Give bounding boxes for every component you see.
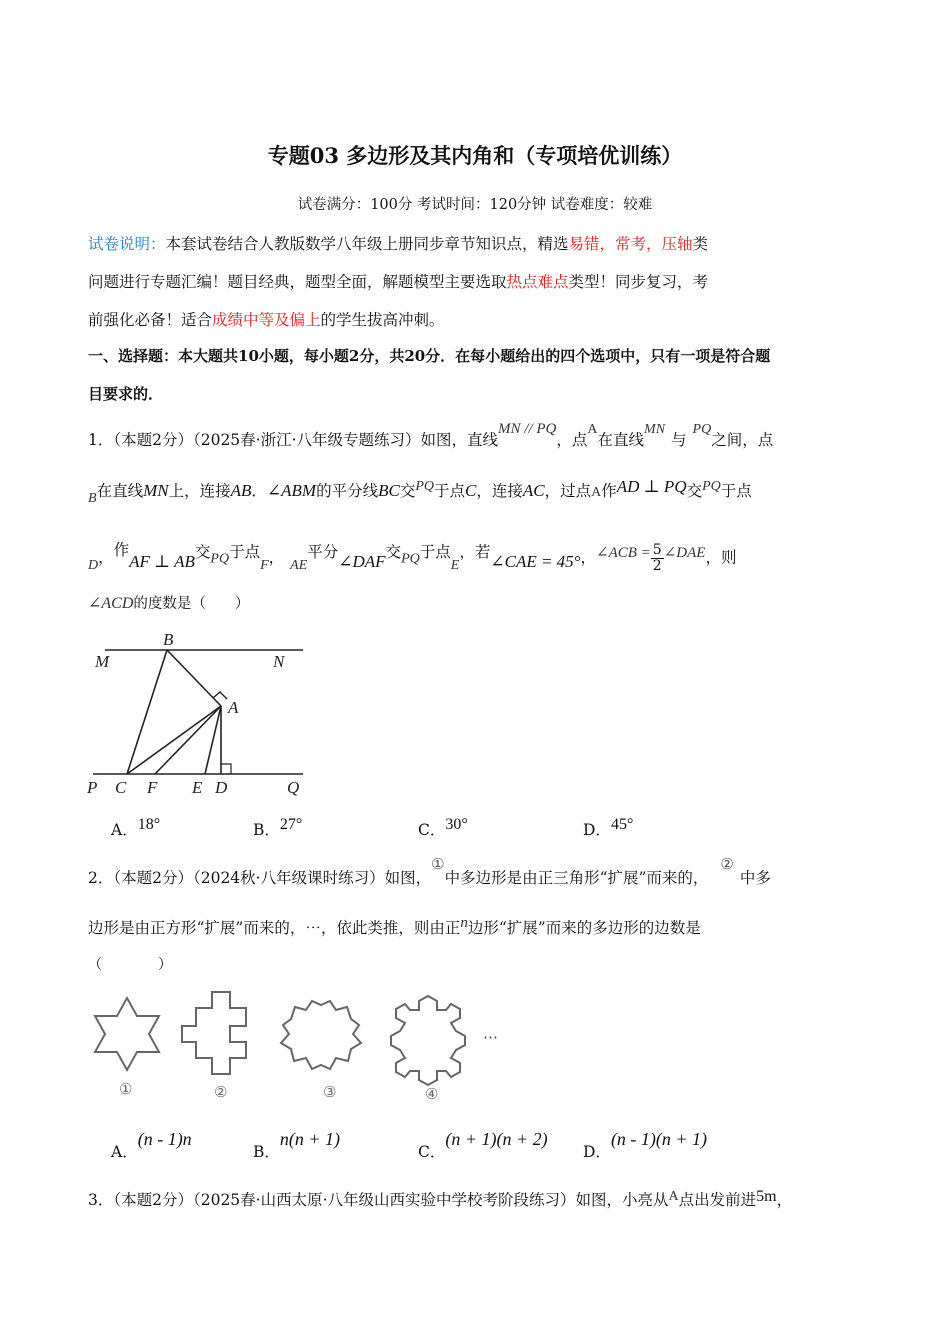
q1-text: 上，连接 (168, 482, 231, 500)
q1-math-ab: AB (230, 481, 252, 500)
q1-text: 之间，点 (711, 431, 774, 449)
q1-math-ac: AC (522, 481, 545, 500)
q1-math-mn: MN (143, 481, 169, 500)
q2-option-b[interactable] (253, 1129, 341, 1162)
option-label: B． (253, 1143, 280, 1161)
q1-text: 平分 (307, 542, 339, 561)
option-value: 45° (610, 816, 634, 833)
q1-option-b[interactable] (253, 818, 302, 840)
option-value: 18° (137, 816, 161, 833)
q3-text: ， (776, 1191, 793, 1209)
q1-text: ，则 (705, 548, 737, 567)
label-f: F (147, 778, 158, 797)
q1-text: ，若 (459, 542, 491, 561)
q1-line-4 (88, 592, 249, 613)
q1-math-pq: PQ (702, 479, 721, 494)
option-label: A． (111, 1143, 138, 1161)
q1-text: 于点 (434, 482, 466, 500)
q1-line-2 (88, 477, 752, 506)
q1-fraction-num: 5 (652, 542, 662, 558)
q1-fraction-den: 2 (652, 558, 662, 574)
q1-math-mnpq: MN // PQ (498, 421, 557, 437)
q1-option-c[interactable] (418, 818, 468, 840)
option-label: B． (253, 821, 280, 839)
section-heading-line-1: 一、选择题：本大题共10小题，每小题2分，共20分．在每小题给出的四个选项中，只有一项是符合题 (88, 347, 771, 365)
intro-text-1: 本套试卷结合人教版数学八年级上册同步章节知识点，精选 (165, 235, 569, 253)
option-value: (n - 1)n (137, 1129, 192, 1149)
q1-option-d[interactable] (583, 818, 633, 840)
label-p: P (87, 778, 98, 797)
intro-text-3: 问题进行专题汇编！题目经典，题型全面，解题模型主要选取 (88, 273, 507, 291)
label-a: A (228, 698, 239, 717)
q2-circle-1: ① (431, 855, 445, 873)
q1-math-c: C (465, 481, 477, 500)
right-angle-mark-d (221, 764, 231, 774)
q2-line-2 (88, 916, 701, 938)
q1-text: 与 (671, 431, 687, 449)
label-n: N (273, 652, 285, 671)
figure-label-3: ③ (323, 1085, 337, 1101)
q1-math-bc: BC (378, 481, 400, 500)
intro-highlight-1: 易错，常考，压轴 (568, 235, 693, 253)
exam-meta: 试卷满分：100分 考试时间：120分钟 试卷难度：较难 (297, 197, 653, 213)
q1-math-mn: MN (644, 422, 666, 437)
intro-line-3 (88, 308, 445, 330)
q1-math-daf: ∠DAF (338, 551, 386, 571)
q1-line-1 (88, 421, 774, 450)
q1-math-d: D (88, 557, 99, 573)
option-label: C． (418, 821, 446, 839)
intro-highlight-3: 成绩中等及偏上 (212, 311, 321, 329)
q2-line-1 (88, 855, 771, 888)
q1-text: 的度数是（ ） (133, 596, 250, 612)
q1-text: 1．（本题2分）（2025春·浙江·八年级专题练习）如图，直线 (88, 431, 499, 449)
q1-math-pq: PQ (210, 551, 230, 567)
q2-text: 中多 (739, 869, 771, 887)
figure-label-2: ② (214, 1085, 228, 1101)
figure-ellipsis: ⋯ (483, 1030, 498, 1046)
q1-text: 交 (399, 482, 416, 500)
intro-text-2: 类 (692, 235, 709, 253)
q1-text: 交 (686, 482, 703, 500)
square-extension-polygon (182, 992, 246, 1074)
q3-math-distance: 5m (756, 1188, 777, 1205)
q2-text: 中多边形是由正三角形“扩展”而来的， (444, 869, 709, 887)
option-value: 27° (279, 816, 303, 833)
label-e: E (192, 778, 203, 797)
label-c: C (115, 778, 127, 797)
q1-text: ， (580, 548, 596, 567)
option-label: A． (111, 821, 138, 839)
intro-label: 试卷说明： (88, 235, 166, 253)
option-value: 30° (445, 816, 468, 833)
figure-label-4: ④ (425, 1087, 439, 1103)
q1-text: 在直线 (96, 482, 144, 500)
q1-text: 作 (113, 540, 130, 559)
q2-option-a[interactable] (111, 1129, 192, 1162)
intro-text-6: 的学生拔高冲刺。 (320, 311, 445, 329)
q1-text: 作 (601, 482, 617, 500)
q1-math-acd: ∠ACD (88, 595, 134, 612)
q1-math-pq: PQ (692, 422, 712, 437)
q2-text: 2．（本题2分）（2024秋·八年级课时练习）如图， (88, 869, 432, 887)
option-value: (n - 1)(n + 1) (610, 1129, 708, 1149)
q2-text: 边形“扩展”而来的多边形的边数是 (467, 919, 701, 937)
q3-line-1 (88, 1188, 792, 1210)
q1-math-ae: AE (290, 557, 308, 573)
q1-math-acb: ∠ACB = (596, 544, 651, 561)
q1-text: 交 (385, 542, 402, 561)
option-label: D． (583, 1143, 611, 1161)
q1-math-dae: ∠DAE (663, 544, 706, 561)
option-label: D． (583, 821, 611, 839)
q1-option-a[interactable] (111, 818, 160, 840)
q1-text: 于点 (720, 482, 752, 500)
q1-text: 在直线 (597, 431, 645, 449)
q3-math-a: A (668, 1189, 679, 1204)
label-d: D (215, 778, 228, 797)
option-label: C． (418, 1143, 446, 1161)
hexagram-polygon (95, 998, 159, 1070)
q2-math-n: n (460, 915, 468, 931)
q2-circle-2: ② (720, 855, 734, 873)
intro-line-1 (88, 232, 708, 254)
q1-math-a: A (587, 422, 598, 437)
option-value: (n + 1)(n + 2) (445, 1129, 548, 1149)
q1-fraction (651, 543, 664, 574)
label-m: M (95, 652, 110, 671)
q1-math-a: A (591, 485, 602, 500)
q1-geometry-figure (85, 628, 315, 800)
q1-text: 的平分线 (316, 482, 379, 500)
q1-text: 交 (194, 542, 211, 561)
q1-text: 于点 (419, 542, 451, 561)
q1-math-pq: PQ (415, 479, 435, 494)
intro-line-2 (88, 270, 708, 292)
q2-text: 边形是由正方形“扩展”而来的，⋯，依此类推，则由正 (88, 919, 461, 937)
q1-math-afab: AF ⊥ AB (129, 551, 195, 571)
q1-line-3 (88, 540, 737, 574)
q1-math-b: B (88, 491, 97, 506)
q1-math-cae: ∠CAE = 45° (490, 551, 581, 571)
q1-math-adpq: AD ⊥ PQ (616, 477, 687, 496)
right-angle-mark-a (213, 692, 227, 699)
q1-math-e: E (450, 557, 460, 573)
segment-af (155, 706, 221, 774)
label-q: Q (287, 778, 300, 797)
q3-text: 3．（本题2分）（2025春·山西太原·八年级山西实验中学校考阶段练习）如图，小亮从 (88, 1191, 669, 1209)
hexagon-extension-polygon (391, 996, 465, 1085)
section-heading-line-2: 目要求的． (88, 385, 164, 403)
q2-option-d[interactable] (583, 1129, 708, 1162)
q1-text: ， (268, 548, 285, 567)
q2-line-3: （ ） (88, 957, 172, 973)
option-value: n(n + 1) (279, 1129, 341, 1149)
q2-option-c[interactable] (418, 1129, 548, 1162)
figure-label-1: ① (119, 1082, 133, 1098)
q1-text: 于点 (229, 542, 261, 561)
intro-text-4: 类型！同步复习，考 (568, 273, 709, 291)
pentagon-extension-polygon (281, 1001, 361, 1069)
intro-text-5: 前强化必备！适合 (88, 311, 213, 329)
q1-math-abm: ∠ABM (266, 481, 317, 500)
q1-text: ，点 (556, 431, 588, 449)
q3-text: 点出发前进 (678, 1191, 757, 1209)
q1-text: ， (98, 548, 114, 567)
q1-math-f: F (260, 557, 269, 573)
q1-text: ． (251, 482, 267, 500)
q1-math-pq: PQ (401, 551, 420, 567)
intro-highlight-2: 热点难点 (506, 273, 569, 291)
label-b: B (163, 630, 174, 649)
segment-bc (127, 650, 167, 774)
q1-text: ，连接 (476, 482, 523, 500)
page-title: 专题03 多边形及其内角和（专项培优训练） (267, 143, 683, 168)
q1-text: ，过点 (544, 482, 592, 500)
q2-polygon-figure (85, 990, 515, 1105)
